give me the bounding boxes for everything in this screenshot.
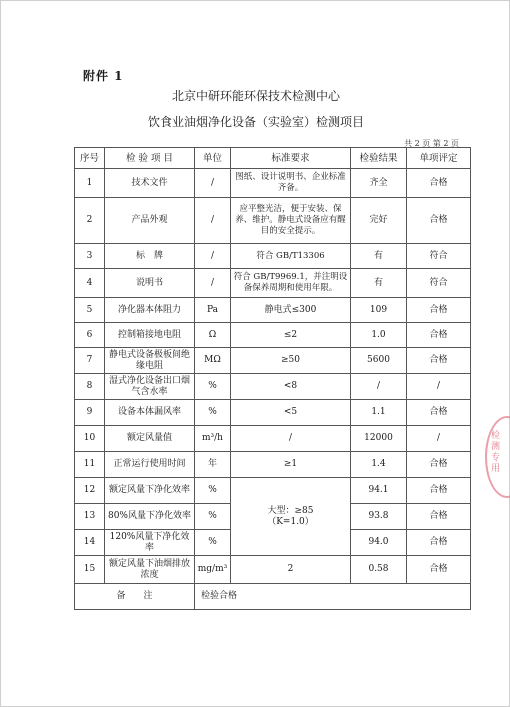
table-row — [75, 198, 471, 244]
row-unit: Pa — [195, 298, 231, 323]
row-verdict: 合格 — [407, 478, 471, 504]
row-no: 2 — [75, 198, 105, 244]
row-verdict: 符合 — [407, 244, 471, 269]
report-title: 饮食业油烟净化设备（实验室）检测项目 — [147, 115, 364, 129]
row-verdict: 符合 — [407, 269, 471, 298]
row-unit: % — [195, 504, 231, 530]
table-row — [75, 269, 471, 298]
row-item: 控制箱接地电阻 — [105, 323, 195, 348]
row-item: 正常运行使用时间 — [105, 452, 195, 478]
row-verdict: 合格 — [407, 556, 471, 584]
row-requirement-merged — [231, 478, 351, 556]
row-result: / — [351, 374, 407, 400]
row-result: 12000 — [351, 426, 407, 452]
col-header-result: 检验结果 — [351, 148, 407, 169]
row-item: 120%风量下净化效率 — [105, 530, 195, 556]
row-result: 1.1 — [351, 400, 407, 426]
col-header-verdict: 单项评定 — [407, 148, 471, 169]
row-no: 9 — [75, 400, 105, 426]
col-header-requirement: 标准要求 — [231, 148, 351, 169]
row-requirement: ≥50 — [231, 348, 351, 374]
row-item: 80%风量下净化效率 — [105, 504, 195, 530]
attachment-label: 附件 1 — [83, 69, 124, 83]
requirement-line-1: 大型：≥85 — [267, 505, 314, 516]
row-verdict: / — [407, 374, 471, 400]
row-unit: % — [195, 374, 231, 400]
row-item: 湿式净化设备出口烟气含水率 — [105, 374, 195, 400]
row-item: 额定风量下净化效率 — [105, 478, 195, 504]
row-item: 说明书 — [105, 269, 195, 298]
row-verdict: 合格 — [407, 400, 471, 426]
row-result: 1.0 — [351, 323, 407, 348]
row-requirement: 2 — [231, 556, 351, 584]
table-row — [75, 478, 471, 504]
table-row — [75, 426, 471, 452]
table-row — [75, 374, 471, 400]
organization-name: 北京中研环能环保技术检测中心 — [171, 89, 340, 103]
row-unit: / — [195, 169, 231, 198]
row-verdict: 合格 — [407, 452, 471, 478]
table-header-row — [75, 148, 471, 169]
row-no: 5 — [75, 298, 105, 323]
table-row — [75, 400, 471, 426]
row-requirement: ≤2 — [231, 323, 351, 348]
row-unit: % — [195, 530, 231, 556]
row-item: 标 牌 — [105, 244, 195, 269]
row-verdict: 合格 — [407, 504, 471, 530]
row-verdict: 合格 — [407, 198, 471, 244]
row-item: 静电式设备极板间绝缘电阻 — [105, 348, 195, 374]
row-unit: % — [195, 478, 231, 504]
row-result: 5600 — [351, 348, 407, 374]
row-unit: / — [195, 269, 231, 298]
col-header-no: 序号 — [75, 148, 105, 169]
row-verdict: 合格 — [407, 530, 471, 556]
table-row — [75, 556, 471, 584]
row-result: 齐全 — [351, 169, 407, 198]
requirement-line-2: （K=1.0） — [267, 516, 314, 527]
row-no: 11 — [75, 452, 105, 478]
table-row — [75, 348, 471, 374]
row-result: 0.58 — [351, 556, 407, 584]
row-requirement: 符合 GB/T13306 — [231, 244, 351, 269]
row-verdict: 合格 — [407, 323, 471, 348]
row-requirement: 符合 GB/T9969.1，并注明设备保养周期和使用年限。 — [231, 269, 351, 298]
seal-stamp-text: 检测专用 — [491, 431, 501, 474]
row-item: 额定风量值 — [105, 426, 195, 452]
table-row — [75, 169, 471, 198]
row-result: 93.8 — [351, 504, 407, 530]
row-result: 1.4 — [351, 452, 407, 478]
row-no: 8 — [75, 374, 105, 400]
row-no: 4 — [75, 269, 105, 298]
row-no: 10 — [75, 426, 105, 452]
row-no: 6 — [75, 323, 105, 348]
table-row — [75, 452, 471, 478]
row-requirement: / — [231, 426, 351, 452]
row-result: 有 — [351, 269, 407, 298]
row-unit: MΩ — [195, 348, 231, 374]
row-item: 技术文件 — [105, 169, 195, 198]
row-requirement: 应平整光洁，便于安装、保养、维护。静电式设备应有醒目的安全提示。 — [231, 198, 351, 244]
row-result: 94.0 — [351, 530, 407, 556]
row-result: 有 — [351, 244, 407, 269]
table-row — [75, 323, 471, 348]
row-no: 7 — [75, 348, 105, 374]
row-verdict: / — [407, 426, 471, 452]
row-unit: / — [195, 244, 231, 269]
row-requirement: <8 — [231, 374, 351, 400]
row-unit: mg/m³ — [195, 556, 231, 584]
row-item: 额定风量下油烟排放浓度 — [105, 556, 195, 584]
row-requirement: 图纸、设计说明书、企业标准齐备。 — [231, 169, 351, 198]
inspection-table — [74, 147, 471, 610]
remarks-value: 检验合格 — [195, 584, 471, 610]
row-no: 13 — [75, 504, 105, 530]
row-result: 94.1 — [351, 478, 407, 504]
row-unit: % — [195, 400, 231, 426]
row-no: 12 — [75, 478, 105, 504]
page-number: 共 2 页 第 2 页 — [404, 139, 459, 148]
table-row — [75, 298, 471, 323]
col-header-unit: 单位 — [195, 148, 231, 169]
row-requirement: <5 — [231, 400, 351, 426]
remarks-label: 备 注 — [75, 584, 195, 610]
row-unit: 年 — [195, 452, 231, 478]
row-no: 14 — [75, 530, 105, 556]
col-header-item: 检 验 项 目 — [105, 148, 195, 169]
row-result: 109 — [351, 298, 407, 323]
row-item: 净化器本体阻力 — [105, 298, 195, 323]
row-verdict: 合格 — [407, 298, 471, 323]
row-requirement: ≥1 — [231, 452, 351, 478]
remarks-row — [75, 584, 471, 610]
row-result: 完好 — [351, 198, 407, 244]
table-row — [75, 244, 471, 269]
row-no: 1 — [75, 169, 105, 198]
row-unit: / — [195, 198, 231, 244]
row-verdict: 合格 — [407, 169, 471, 198]
row-unit: m³/h — [195, 426, 231, 452]
row-unit: Ω — [195, 323, 231, 348]
row-verdict: 合格 — [407, 348, 471, 374]
row-item: 设备本体漏风率 — [105, 400, 195, 426]
row-item: 产品外观 — [105, 198, 195, 244]
row-no: 3 — [75, 244, 105, 269]
row-requirement: 静电式≤300 — [231, 298, 351, 323]
row-no: 15 — [75, 556, 105, 584]
